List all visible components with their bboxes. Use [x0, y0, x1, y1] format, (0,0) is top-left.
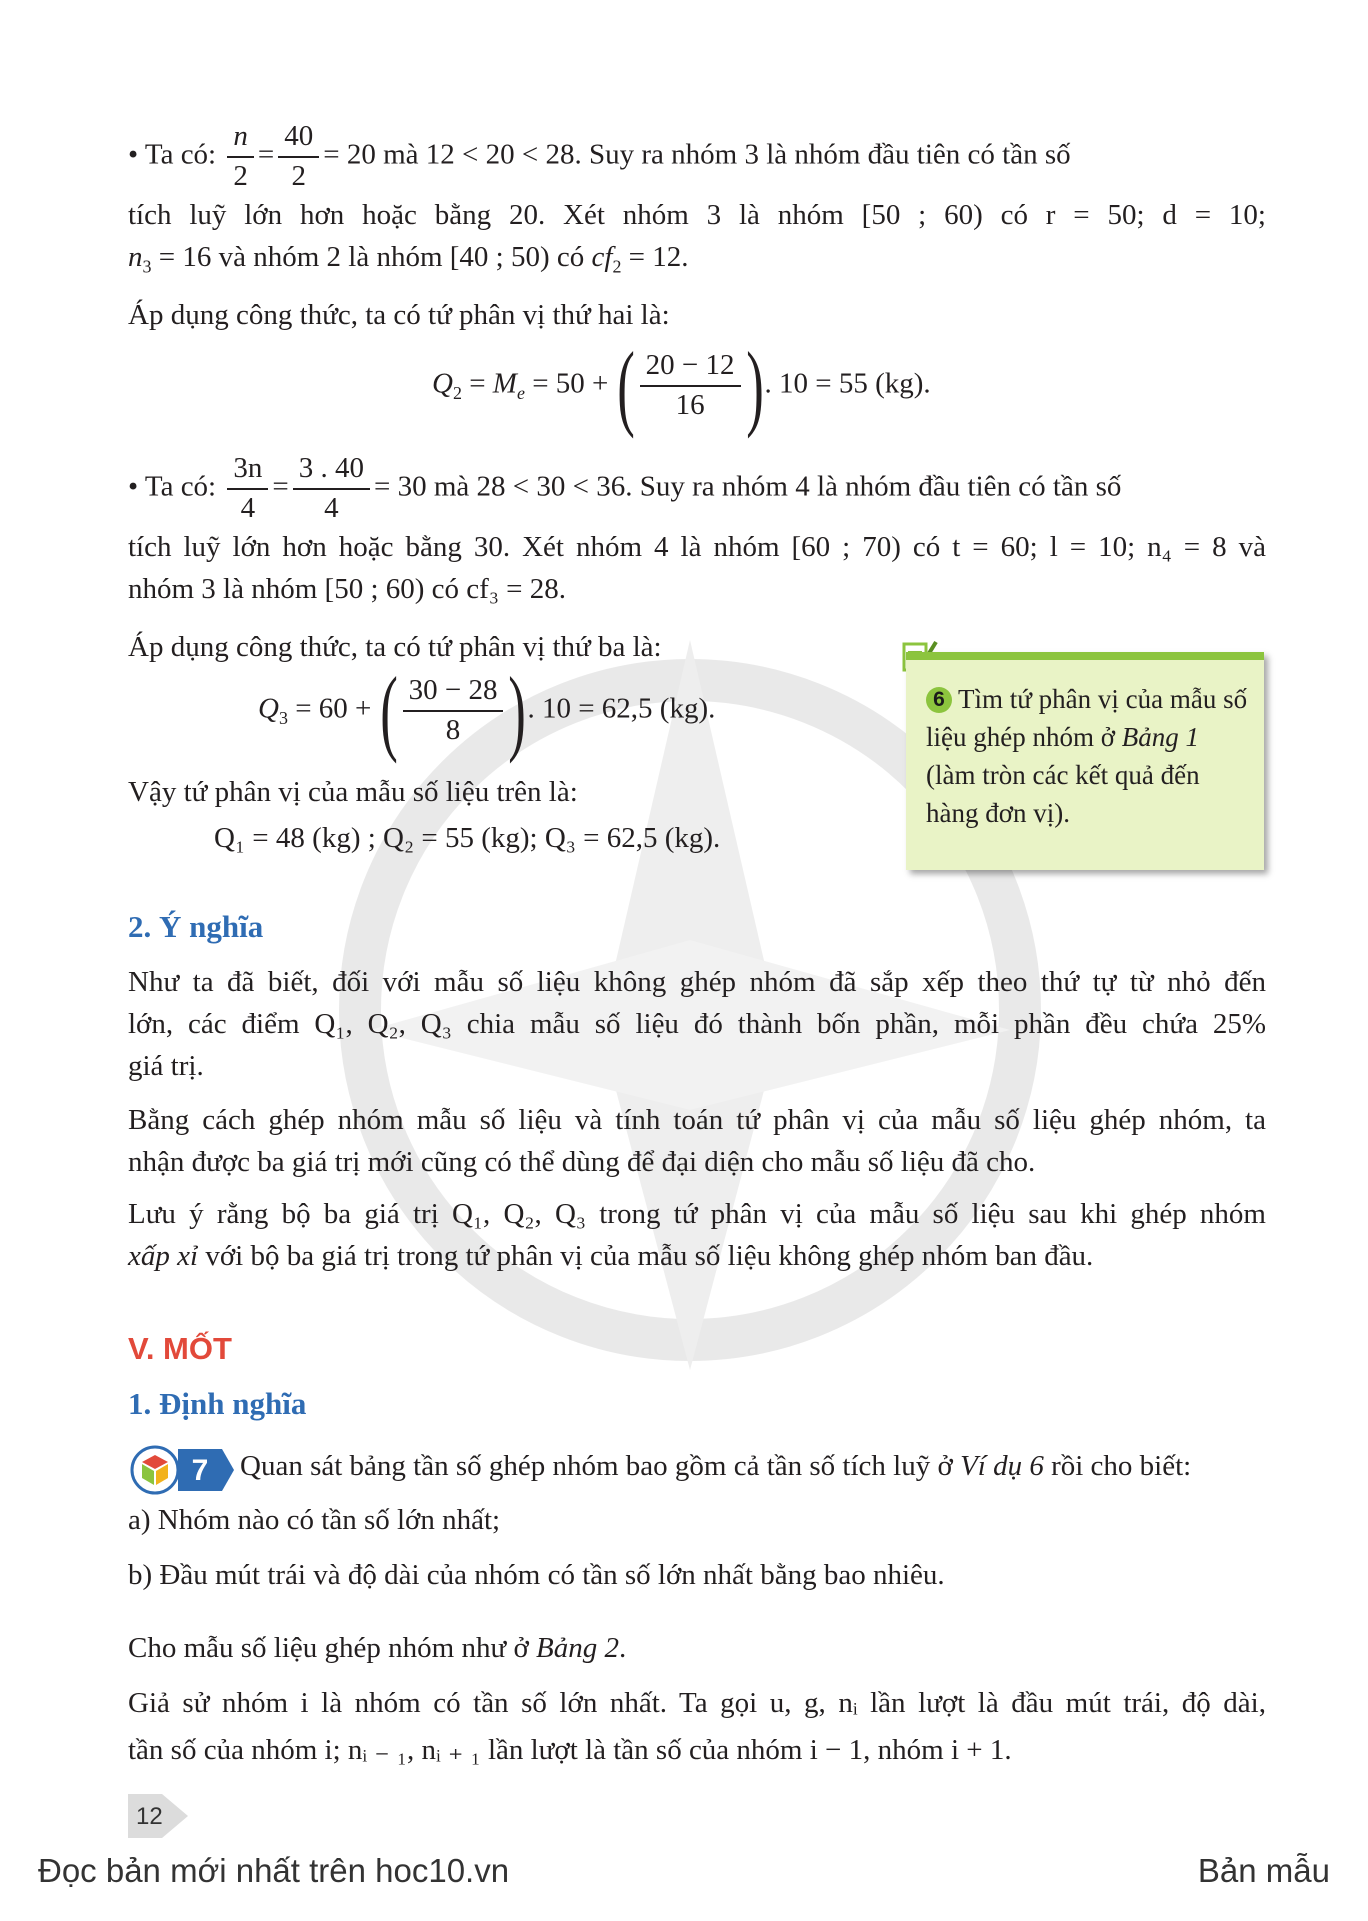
- note-number-badge: 6: [926, 687, 952, 713]
- definition-line2: tần số của nhóm i; nᵢ ₋ ₁, nᵢ ₊ ₁ lần lượt là tần số của nhóm i − 1, nhóm i + 1.: [128, 1734, 1012, 1766]
- para1-line3: $n_3 = 16$ và nhóm 2 là nhóm [40 ; 50) có $cf_2 = 12$.: [128, 241, 689, 277]
- formula-q3: $Q_3 = 60$ + ( $\frac{30 - 28}{8}$ ). 10 = 62,5 (kg).: [258, 657, 716, 764]
- quartile-results: Q₁ = 48 (kg) ; Q₂ = 55 (kg); Q₃ = 62,5 (kg).: [214, 822, 721, 854]
- activity-badge-icon: [128, 1445, 236, 1495]
- footer-link-text[interactable]: Đọc bản mới nhất trên hoc10.vn: [38, 1852, 510, 1889]
- s2-p2-line2: nhận được ba giá trị mới cũng có thể dùng để đại diện cho mẫu số liệu đã cho.: [128, 1146, 1036, 1178]
- s2-p3-line1: Lưu ý rằng bộ ba giá trị Q₁, Q₂, Q₃ trong tứ phân vị của mẫu số liệu sau khi ghép nhóm: [128, 1198, 1266, 1230]
- para2-line1: • Ta có: $\frac{3n}{4}$ = $\frac{3 . 40}{4}$ = 30 mà 28 < 30 < 36. Suy ra nhóm 4 là nhóm đầu tiên có tần số: [128, 452, 1122, 524]
- practice-note-box: [906, 652, 1264, 870]
- s2-p3-line2: xấp xỉ với bộ ba giá trị trong tứ phân vị của mẫu số liệu không ghép nhóm ban đầu.: [128, 1240, 1094, 1272]
- definition-line1: Giả sử nhóm i là nhóm có tần số lớn nhất. Ta gọi u, g, nᵢ lần lượt là đầu mút trái, độ dài,: [128, 1687, 1266, 1719]
- para1-line1: • Ta có: $\frac{n}{2}$ = $\frac{40}{2}$ = 20 mà 12 < 20 < 28. Suy ra nhóm 3 là nhóm đầu tiên có tần số: [128, 118, 1071, 195]
- fraction-40-over-2: $\frac{40}{2}$: [278, 118, 319, 195]
- section-heading-mode: V. MỐT: [128, 1331, 232, 1366]
- s2-p2-line1: Bằng cách ghép nhóm mẫu số liệu và tính toán tứ phân vị của mẫu số liệu ghép nhóm, ta: [128, 1104, 1266, 1136]
- apply-q3-text: Áp dụng công thức, ta có tứ phân vị thứ ba là:: [128, 631, 662, 663]
- practice-note-text: 6 Tìm tứ phân vị của mẫu số liệu ghép nhóm ở Bảng 1 (làm tròn các kết quả đến hàng đơn vị).: [926, 684, 1248, 828]
- s2-p1-line2: lớn, các điểm Q₁, Q₂, Q₃ chia mẫu số liệu đó thành bốn phần, mỗi phần đều chứa 25%: [128, 1008, 1266, 1040]
- question-a: a) Nhóm nào có tần số lớn nhất;: [128, 1504, 501, 1536]
- section-heading-meaning: 2. Ý nghĩa: [128, 909, 264, 944]
- para1-line2: tích luỹ lớn hơn hoặc bằng 20. Xét nhóm 3 là nhóm [50 ; 60) có r = 50; d = 10;: [128, 199, 1266, 231]
- footer-sample-label: Bản mẫu: [1197, 1852, 1330, 1889]
- fraction-n-over-2: $\frac{n}{2}$: [227, 118, 254, 195]
- s2-p1-line1: Như ta đã biết, đối với mẫu số liệu không ghép nhóm đã sắp xếp theo thứ tự từ nhỏ đến: [128, 966, 1266, 998]
- activity-question: Quan sát bảng tần số ghép nhóm bao gồm cả tần số tích luỹ ở Ví dụ 6 rồi cho biết:: [240, 1450, 1192, 1482]
- s2-p1-line3: giá trị.: [128, 1050, 204, 1082]
- para2-line2: tích luỹ lớn hơn hoặc bằng 30. Xét nhóm 4 là nhóm [60 ; 70) có t = 60; l = 10; n₄ = 8 và: [128, 531, 1266, 563]
- para2-line3: nhóm 3 là nhóm [50 ; 60) có cf₃ = 28.: [128, 573, 567, 605]
- activity-number: 7: [191, 1454, 209, 1487]
- given-sample-text: Cho mẫu số liệu ghép nhóm như ở Bảng 2.: [128, 1632, 627, 1664]
- question-b: b) Đầu mút trái và độ dài của nhóm có tần số lớn nhất bằng bao nhiêu.: [128, 1559, 945, 1591]
- formula-q2: $Q_2 = M_e = 50$ + ( $\frac{20 - 12}{16}$ ). 10 = 55 (kg).: [432, 332, 931, 439]
- apply-q2-text: Áp dụng công thức, ta có tứ phân vị thứ hai là:: [128, 299, 670, 331]
- conclusion-text: Vậy tứ phân vị của mẫu số liệu trên là:: [128, 776, 578, 808]
- subheading-definition: 1. Định nghĩa: [128, 1386, 307, 1421]
- page-number: 12: [136, 1803, 163, 1830]
